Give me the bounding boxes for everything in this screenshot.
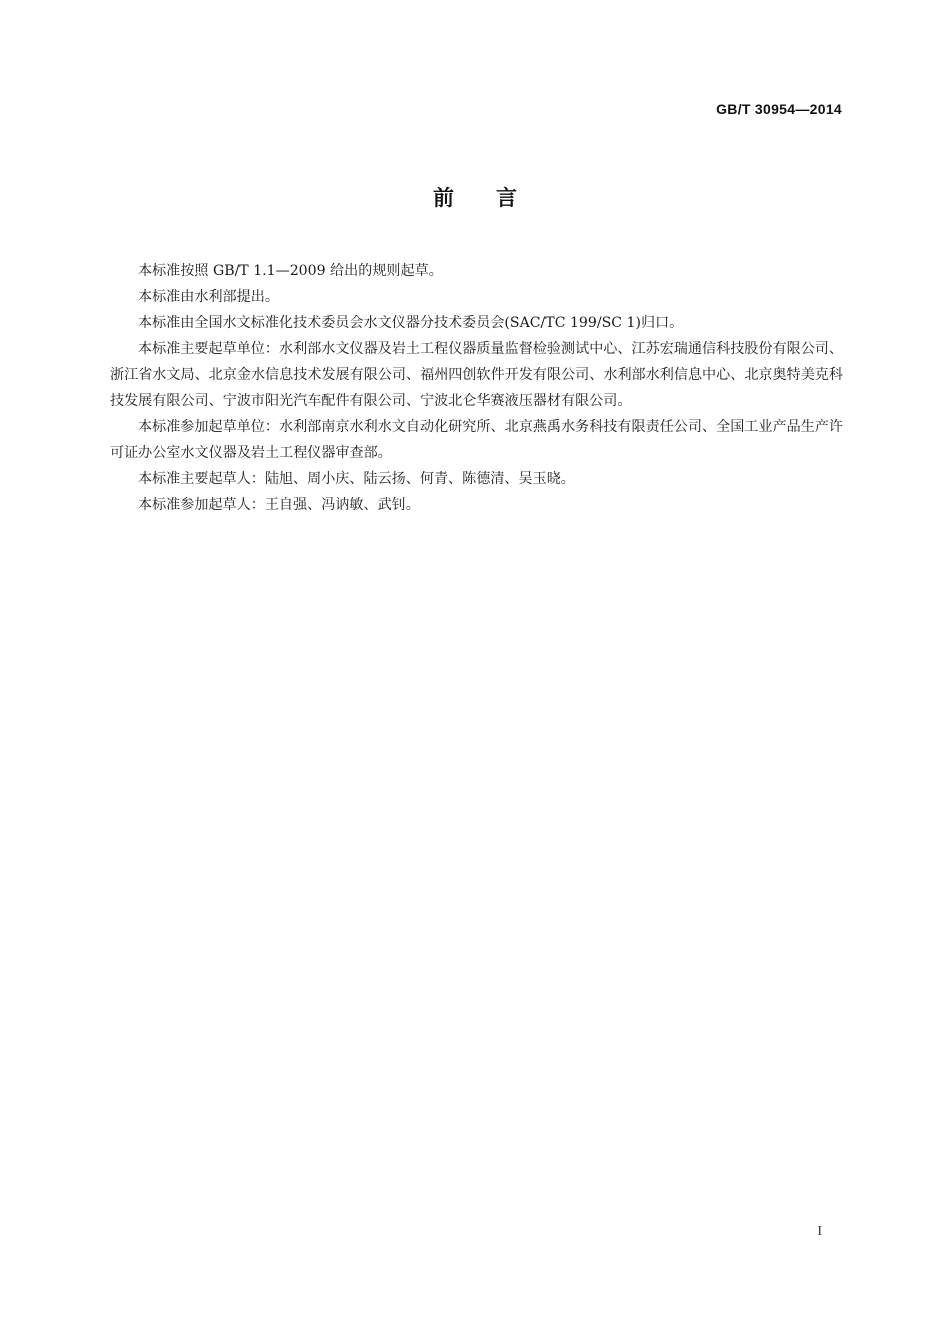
- standard-number: GB/T 30954—2014: [716, 101, 842, 117]
- page-number: I: [817, 1224, 822, 1239]
- paragraph-participating-drafters: 本标准参加起草人：王自强、冯讷敏、武钊。: [138, 497, 420, 513]
- paragraph-technical-committee: 本标准由全国水文标准化技术委员会水文仪器分技术委员会(SAC/TC 199/SC 1)归口。: [138, 315, 684, 331]
- paragraph-drafting-rules: 本标准按照 GB/T 1.1—2009 给出的规则起草。: [138, 263, 443, 279]
- foreword-body: [110, 258, 843, 518]
- paragraph-participating-units: 本标准参加起草单位：水利部南京水利水文自动化研究所、北京燕禹水务科技有限责任公司、全国工业产品生产许可证办公室水文仪器及岩土工程仪器审查部。: [110, 419, 843, 461]
- paragraph-proposer: 本标准由水利部提出。: [138, 289, 279, 305]
- page-title: 前 言: [433, 186, 517, 210]
- paragraph-main-drafters: 本标准主要起草人：陆旭、周小庆、陆云扬、何青、陈德清、吴玉晓。: [138, 471, 575, 487]
- paragraph-main-drafting-units: 本标准主要起草单位：水利部水文仪器及岩土工程仪器质量监督检验测试中心、江苏宏瑞通信科技股份有限公司、浙江省水文局、北京金水信息技术发展有限公司、福州四创软件开发有限公司、水利部水利信息中心、北京奥特美克科技发展有限公司、宁波市阳光汽车配件有限公司、宁波北仑华赛液压器材有限公司。: [110, 341, 843, 409]
